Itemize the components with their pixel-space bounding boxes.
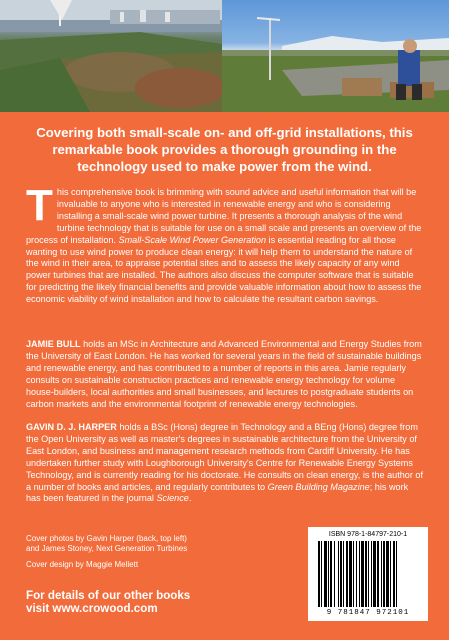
photo-coastal-turbine <box>0 0 222 112</box>
author-bio-text-b: ; his work has been featured in the journal <box>26 481 409 504</box>
author-name-jamie-bull: JAMIE BULL <box>26 339 81 349</box>
description-part-2: is essential reading for all those wanting to use wind power to produce clean energy: it will help them to understand the nature of the wind in their area, to appraise potential sites and to assess the likely capacity of any wind power turbines that are installed. The authors also discuss the computer software that is suitable for predicting the likely financial benefits and provide valuable information about how to assess the economic viability of wind installation and how to calculate the resultant carbon savings. <box>26 234 422 305</box>
author-name-gavin-harper: GAVIN D. J. HARPER <box>26 422 117 432</box>
book-description <box>26 181 424 306</box>
author-bio-text-c: . <box>188 493 192 504</box>
design-credit: Cover design by Maggie Mellett <box>26 560 139 569</box>
author-bio-text-a: holds a BSc (Hons) degree in Technology and a BEng (Hons) degree from the Open University as well as master's degrees in sustainable architecture from the University of East London, and business and management research methods from Cardiff University. He has undertaken further study with Loughborough University's Centre for Renewable Energy Systems Technology, and is currently reading for his doctorate. He consults on clean energy, is the author of a number of books and articles, and regularly contributes to <box>26 422 423 492</box>
cover-credits <box>26 534 256 576</box>
photo-left-illustration <box>0 0 222 112</box>
isbn-barcode <box>308 527 428 621</box>
photo-right-illustration <box>222 0 449 112</box>
journal-title: Science <box>156 493 189 504</box>
book-title-inline: Small-Scale Wind Power Generation <box>118 234 267 245</box>
description-part-1: his comprehensive book is brimming with sound advice and useful information that will be invaluable to anyone who is interested in renewable energy and who is considering installing a small-scale wind power turbine. It presents a thorough analysis of the wind turbine technology that is suitable for use on a small scale and presents an overview of the process of installation. <box>26 187 422 245</box>
drop-cap: T <box>26 181 53 230</box>
photo-credit <box>26 534 256 554</box>
cover-photos <box>0 0 449 112</box>
publisher-cta <box>26 589 266 615</box>
barcode-bars <box>318 541 418 609</box>
author-bio-jamie-bull <box>26 339 424 410</box>
photo-turbine-installation <box>222 0 449 112</box>
barcode-digits: 9 781847 972101 <box>326 609 410 617</box>
author-bio-text: holds an MSc in Architecture and Advanced Environmental and Energy Studies from the University of East London. He has worked for several years in the field of sustainable buildings and renewable energy, and has contributed to a number of reports in this area. Jamie regularly consults on sustainable construction practices and renewable energy technology for volume house-builders, local authorities and small businesses, and lectures to postgraduate students on carbon markets and the environmental footprint of renewable energy technologies. <box>26 339 422 409</box>
photo-credit-line-1: Cover photos by Gavin Harper (back, top left) <box>26 534 187 543</box>
photo-credit-line-2: and James Stoney, Next Generation Turbines <box>26 544 188 553</box>
magazine-title: Green Building Magazine <box>267 481 370 492</box>
author-bio-gavin-harper <box>26 422 424 505</box>
cta-website[interactable]: visit www.crowood.com <box>26 602 158 615</box>
isbn-label: ISBN 978-1-84797-210-1 <box>328 531 408 538</box>
cover-lead-statement: Covering both small-scale on- and off-grid installations, this remarkable book provides a thorough grounding in the technology used to make power from the wind. <box>36 125 413 174</box>
cta-line-1: For details of our other books <box>26 589 191 602</box>
